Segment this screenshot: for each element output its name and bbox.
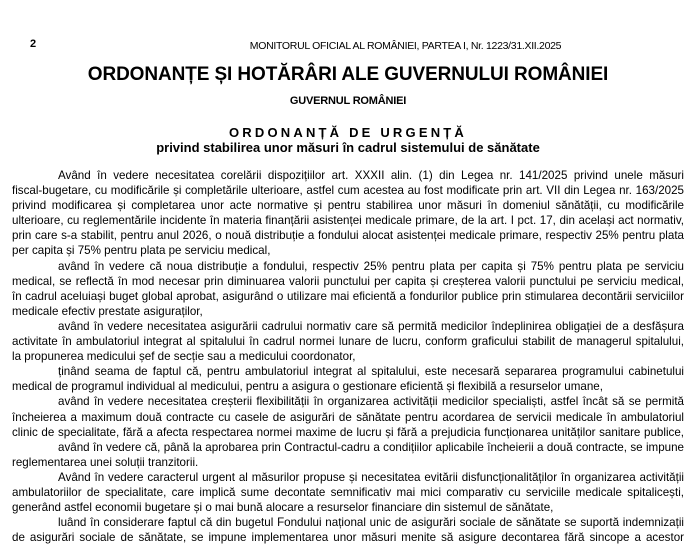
body-line: ulterioare, cu reglementările incidente în materia finanțării asistenței medicale primare, de la art. I pct. 17, din același act normativ, (12, 214, 684, 228)
body-line: ambulatoriilor de specialitate, care implică sume decontate semnificativ mai mici comparativ cu serviciile medicale spitalicești, (12, 485, 684, 499)
body-line: având în vedere necesitatea asigurării cadrului normativ care să permită medicilor îndeplinirea obligației de a desfășura (58, 319, 684, 333)
body-line: având în vedere necesitatea creșterii flexibilității în organizarea activității medicilor specialiști, astfel încât să se permită (58, 395, 684, 409)
body-line: luând în considerare faptul că din bugetul Fondului național unic de asigurări sociale de sănătate se suportă indemnizații (58, 516, 684, 530)
body-line: clinic de specialitate, fără a afecta respectarea normei maxime de lucru și fără a prejudicia funcționarea unităților sanitare publice, (12, 425, 684, 439)
body-line: reglementarea unei soluții tranzitorii. (12, 455, 199, 469)
body-line: medical de programul individual al medicului, pentru a asigura o gestionare eficientă și flexibilă a resurselor umane, (12, 380, 603, 394)
body-line: încheierea a maximum două contracte cu casele de asigurări de sănătate pentru acordarea de servicii medicale în ambulatoriul (12, 410, 684, 424)
body-line: per capita și 75% pentru plata pe serviciu medical, (12, 244, 271, 258)
body-line: având în vedere că, până la aprobarea prin Contractul-cadru a condițiilor aplicabile încheierii a două contracte, se impune (58, 440, 684, 454)
body-line: activitate în ambulatoriul integrat al spitalului în cadrul normei lunare de lucru, conform graficului stabilit de managerul spitalului, (12, 335, 684, 349)
body-line: privind modificarea și completarea unor acte normative și pentru stabilirea unor măsuri în domeniul sănătății, cu modificările (12, 199, 684, 213)
document-subject: privind stabilirea unor măsuri în cadrul sistemului de sănătate (156, 140, 540, 155)
body-line: fiscal-bugetare, cu modificările și completările ulterioare, astfel cum acestea au fost modificate prin art. VII din Legea nr. 163/2025 (12, 184, 684, 198)
body-line: prin care s-a stabilit, pentru anul 2026, o nouă distribuție a fondului alocat asistenței medicale primare, respectiv 25% pentru plata (12, 229, 684, 243)
body-line: Având în vedere necesitatea corelării dispozițiilor art. XXXII alin. (1) din Legea nr. 141/2025 privind unele măsuri (58, 169, 684, 182)
document-body (12, 168, 684, 545)
page-number: 2 (30, 38, 37, 50)
publication-title: MONITORUL OFICIAL AL ROMÂNIEI, PARTEA I, Nr. 1223/31.XII.2025 (249, 40, 562, 52)
body-line: de asigurări sociale de sănătate, se impune implementarea unor măsuri menite să asigure decontarea fără sincope a acestor (12, 531, 684, 545)
body-line: la propunerea medicului șef de secție sau a medicului coordonator, (12, 350, 356, 364)
body-line: în cadrul aceluiași buget global aprobat, asigurând o utilizare mai eficientă a fondurilor publice prin stimularea decontării serviciilor (12, 289, 684, 303)
running-header (0, 40, 696, 52)
body-line: având în vedere că noua distribuție a fondului, respectiv 25% pentru plata per capita și 75% pentru plata pe serviciu (58, 259, 684, 273)
body-line: medical, se reflectă în mod necesar prin diminuarea valorii punctului per capita și creșterea valorii punctului pe serviciu medical, (12, 274, 684, 288)
body-line: generând astfel economii bugetare și o mai bună alocare a resurselor financiare din sistemul de sănătate, (12, 501, 554, 515)
body-line: medicale efectiv prestate asiguraților, (12, 304, 203, 318)
section-title: ORDONANȚE ȘI HOTĂRÂRI ALE GUVERNULUI ROMÂNIEI (87, 64, 609, 85)
issuer: GUVERNUL ROMÂNIEI (289, 95, 407, 107)
body-line: ținând seama de faptul că, pentru ambulatoriul integrat al spitalului, este necesară separarea programului cabinetului (58, 365, 684, 379)
body-line: Având în vedere caracterul urgent al măsurilor propuse și necesitatea evitării disfuncționalităților în organizarea activității (58, 470, 684, 484)
document-type: ORDONANȚĂ DE URGENȚĂ (228, 125, 468, 140)
